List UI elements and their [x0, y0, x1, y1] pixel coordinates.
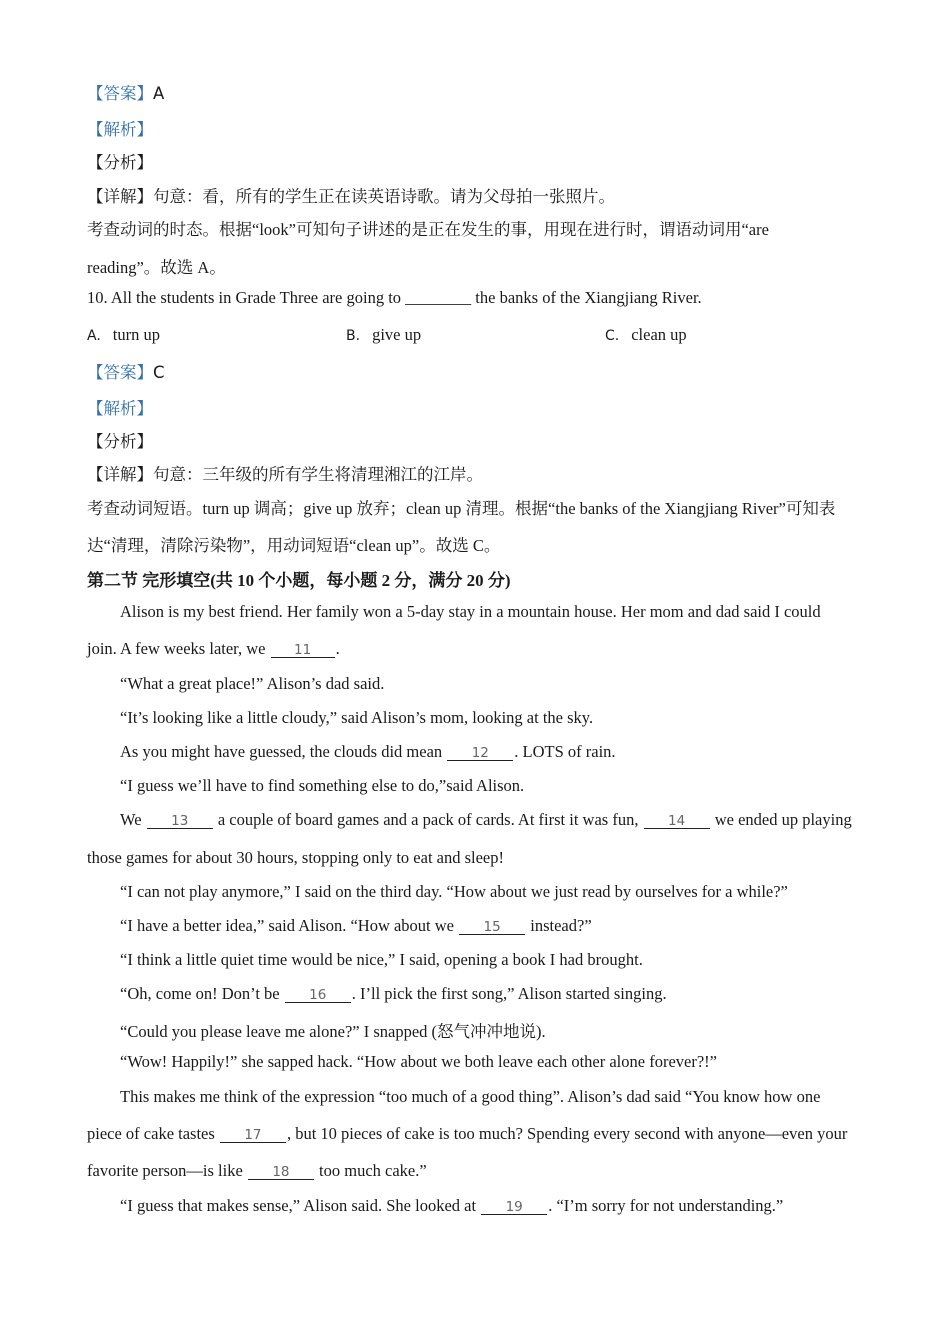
question-stem: 10. All the students in Grade Three are going to ________ the banks of the Xiangjiang River. — [87, 288, 702, 307]
passage-line: “Could you please leave me alone?” I snapped (怒气冲冲地说). — [120, 1022, 546, 1041]
option-label: A. — [87, 328, 101, 344]
passage-line: “What a great place!” Alison’s dad said. — [120, 674, 385, 693]
passage-line: Alison is my best friend. Her family won a 5-day stay in a mountain house. Her mom and dad said I could — [120, 602, 821, 621]
answer-value: C — [153, 363, 165, 382]
passage-line: those games for about 30 hours, stopping only to eat and sleep! — [87, 848, 505, 867]
passage-line: This makes me think of the expression “too much of a good thing”. Alison’s dad said “You know how one — [120, 1087, 821, 1106]
option-b — [346, 325, 421, 345]
passage-line: “I think a little quiet time would be nice,” I said, opening a book I had brought. — [120, 950, 643, 969]
passage-text: , but 10 pieces of cake is too much? Spending every second with anyone—even your — [286, 1124, 848, 1143]
blank-14: 14 — [644, 814, 710, 829]
passage-line: “I guess we’ll have to find something else to do,”said Alison. — [120, 776, 525, 795]
q10-answer-line — [87, 359, 165, 383]
blank-19: 19 — [481, 1200, 547, 1215]
answer-value: A — [153, 84, 165, 103]
option-a — [87, 325, 160, 345]
explain-line: 考查动词短语。turn up 调高；give up 放弃；clean up 清理。根据“the banks of the Xiangjiang River”可知表 — [87, 499, 836, 518]
analysis-tag: 【解析】 — [87, 120, 153, 139]
option-text: turn up — [112, 325, 160, 344]
answer-tag: 【答案】 — [87, 84, 153, 103]
passage-line — [120, 1196, 783, 1216]
passage-text: too much cake.” — [314, 1161, 427, 1180]
section-heading: 第二节 完形填空(共 10 个小题，每小题 2 分，满分 20 分) — [87, 571, 511, 590]
blank-17: 17 — [220, 1128, 286, 1143]
passage-text: . LOTS of rain. — [514, 742, 616, 761]
passage-text: . — [335, 639, 340, 658]
option-text: give up — [372, 325, 422, 344]
passage-text: . I’ll pick the first song,” Alison started singing. — [351, 984, 667, 1003]
option-c — [605, 325, 687, 345]
passage-text: favorite person—is like — [87, 1161, 247, 1180]
passage-text: piece of cake tastes — [87, 1124, 219, 1143]
passage-line — [120, 916, 592, 936]
passage-line — [87, 1161, 427, 1181]
blank-15: 15 — [459, 920, 525, 935]
answer-tag: 【答案】 — [87, 363, 153, 382]
detail-text: 【详解】句意：看，所有的学生正在读英语诗歌。请为父母拍一张照片。 — [87, 187, 615, 206]
passage-line — [120, 742, 616, 762]
passage-line — [120, 984, 667, 1004]
blank-12: 12 — [447, 746, 513, 761]
passage-line: “It’s looking like a little cloudy,” said Alison’s mom, looking at the sky. — [120, 708, 594, 727]
explain-line: 考查动词的时态。根据“look”可知句子讲述的是正在发生的事，用现在进行时，谓语动词用“are — [87, 220, 769, 239]
blank-16: 16 — [285, 988, 351, 1003]
passage-text: As you might have guessed, the clouds did mean — [120, 742, 447, 761]
blank-13: 13 — [147, 814, 213, 829]
blank-11: 11 — [271, 643, 335, 658]
detail-text: 【详解】句意：三年级的所有学生将清理湘江的江岸。 — [87, 465, 483, 484]
explain-line: 达“清理，清除污染物”，用动词短语“clean up”。故选 C。 — [87, 536, 501, 555]
passage-text: . “I’m sorry for not understanding.” — [548, 1196, 784, 1215]
option-label: C. — [605, 328, 620, 344]
passage-line: “Wow! Happily!” she sapped hack. “How about we both leave each other alone forever?!” — [120, 1052, 717, 1071]
passage-text: We — [120, 810, 146, 829]
passage-text: instead?” — [526, 916, 592, 935]
passage-line: “I can not play anymore,” I said on the third day. “How about we just read by ourselves for a while?” — [120, 882, 788, 901]
passage-text: “Oh, come on! Don’t be — [120, 984, 284, 1003]
option-label: B. — [346, 328, 361, 344]
explain-line: reading”。故选 A。 — [87, 258, 226, 277]
fenxi-tag: 【分析】 — [87, 432, 153, 451]
fenxi-tag: 【分析】 — [87, 153, 153, 172]
q9-answer-line — [87, 80, 164, 104]
passage-text: “I guess that makes sense,” Alison said. She looked at — [120, 1196, 481, 1215]
option-text: clean up — [631, 325, 687, 344]
passage-line — [87, 639, 340, 659]
passage-text: a couple of board games and a pack of cards. At first it was fun, — [213, 810, 643, 829]
passage-line — [87, 1124, 847, 1144]
passage-line — [120, 810, 852, 830]
passage-text: join. A few weeks later, we — [87, 639, 270, 658]
analysis-tag: 【解析】 — [87, 399, 153, 418]
passage-text: we ended up playing — [710, 810, 852, 829]
passage-text: “I have a better idea,” said Alison. “How about we — [120, 916, 459, 935]
blank-18: 18 — [248, 1165, 314, 1180]
